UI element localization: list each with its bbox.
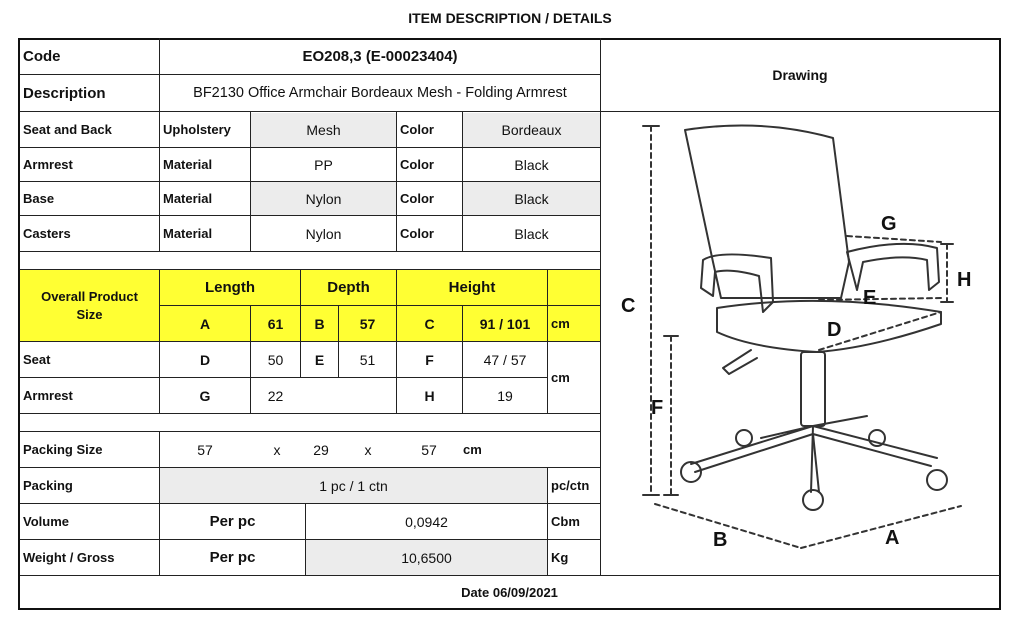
chair-drawing	[601, 112, 999, 574]
drawing-label-c: C	[621, 295, 636, 317]
dimension-line-a	[801, 506, 961, 548]
dim-letter-f: F	[425, 351, 434, 368]
packing-unit: pc/ctn	[551, 478, 590, 493]
drawing-label-h: H	[957, 269, 972, 291]
drawing-label-f: F	[651, 397, 664, 419]
dim-letter-a: A	[199, 315, 211, 332]
dim-value-f: 47 / 57	[483, 351, 527, 368]
dim-value-b: 57	[359, 315, 376, 332]
color-label: Color	[400, 191, 434, 206]
color-label: Color	[400, 122, 434, 137]
chair-base	[691, 416, 937, 492]
armrest-label: Armrest	[23, 388, 73, 403]
dim-value-h: 19	[497, 387, 513, 404]
dimension-line-g	[847, 236, 941, 242]
description-value: BF2130 Office Armchair Bordeaux Mesh - Folding Armrest	[193, 85, 567, 101]
material-value: Nylon	[305, 190, 342, 207]
weight-unit: Kg	[551, 550, 569, 565]
drawing-label-a: A	[885, 527, 900, 549]
material-attr: Material	[163, 226, 213, 241]
material-part: Base	[23, 191, 55, 206]
dim-letter-c: C	[424, 315, 435, 332]
drawing-label-e: E	[863, 287, 877, 309]
packing-size-times: x	[364, 441, 372, 458]
chair-gas-lift	[801, 352, 825, 426]
drawing-label-g: G	[881, 213, 897, 235]
chair-caster	[803, 490, 823, 510]
volume-per: Per pc	[209, 513, 256, 530]
chair-right-armrest	[847, 244, 939, 290]
description-label: Description	[23, 84, 106, 102]
material-part: Armrest	[23, 157, 73, 172]
dim-letter-e: E	[314, 351, 325, 368]
material-color: Bordeaux	[501, 121, 562, 138]
chair-caster	[736, 430, 752, 446]
dim-value-g: 22	[267, 387, 284, 404]
weight-per: Per pc	[209, 549, 256, 566]
material-color: Black	[514, 225, 549, 242]
packing-size-times: x	[273, 441, 281, 458]
overall-unit: cm	[551, 316, 570, 331]
length-label: Length	[205, 279, 255, 296]
chair-caster	[869, 430, 885, 446]
dim-value-a: 61	[267, 315, 284, 332]
material-color: Black	[514, 190, 549, 207]
packing-size-height: 57	[421, 441, 437, 458]
volume-value: 0,0942	[405, 513, 448, 530]
code-value: EO208,3 (E-00023404)	[302, 47, 458, 65]
material-value: Mesh	[306, 121, 341, 138]
material-value: PP	[314, 156, 333, 173]
weight-label: Weight / Gross	[23, 550, 115, 565]
dimension-line-b	[655, 504, 801, 548]
dimension-line-h	[941, 244, 953, 302]
material-attr: Material	[163, 157, 213, 172]
color-label: Color	[400, 157, 434, 172]
packing-size-label: Packing Size	[23, 442, 103, 457]
packing-size-length: 57	[197, 441, 213, 458]
material-attr: Upholstery	[163, 122, 231, 137]
overall-size-label	[20, 270, 159, 341]
dim-value-c: 91 / 101	[479, 315, 531, 332]
dimension-line-c	[643, 126, 659, 495]
dim-letter-h: H	[424, 387, 435, 404]
dim-value-d: 50	[267, 351, 284, 368]
material-part: Casters	[23, 226, 71, 241]
code-label: Code	[23, 47, 61, 65]
chair-caster	[927, 470, 947, 490]
dim-letter-d: D	[199, 351, 211, 368]
packing-label: Packing	[23, 478, 73, 493]
height-label: Height	[448, 279, 496, 296]
drawing-label: Drawing	[772, 66, 828, 83]
color-label: Color	[400, 226, 434, 241]
chair-backrest	[685, 126, 849, 299]
drawing-label-b: B	[713, 529, 728, 551]
chair-left-armrest	[701, 254, 773, 312]
seat-armrest-unit: cm	[551, 370, 570, 385]
packing-size-width: 29	[313, 441, 329, 458]
dim-value-e: 51	[359, 351, 376, 368]
material-attr: Material	[163, 191, 213, 206]
packing-size-unit: cm	[463, 442, 482, 457]
material-part: Seat and Back	[23, 122, 112, 137]
dim-letter-g: G	[199, 387, 211, 404]
dim-letter-b: B	[314, 315, 325, 332]
packing-value: 1 pc / 1 ctn	[319, 477, 388, 494]
chair-lever	[723, 350, 757, 374]
weight-value: 10,6500	[401, 549, 452, 566]
volume-label: Volume	[23, 514, 69, 529]
document-date: Date 06/09/2021	[461, 584, 558, 600]
overall-size-label-line2: Size	[76, 306, 103, 322]
overall-size-label-line1: Overall Product	[41, 288, 138, 304]
material-color: Black	[514, 156, 549, 173]
dimension-line-f	[664, 336, 678, 495]
drawing-label-d: D	[827, 319, 842, 341]
document-title: ITEM DESCRIPTION / DETAILS	[408, 10, 612, 26]
material-value: Nylon	[305, 225, 342, 242]
volume-unit: Cbm	[551, 514, 580, 529]
seat-label: Seat	[23, 352, 51, 367]
depth-label: Depth	[327, 279, 370, 296]
